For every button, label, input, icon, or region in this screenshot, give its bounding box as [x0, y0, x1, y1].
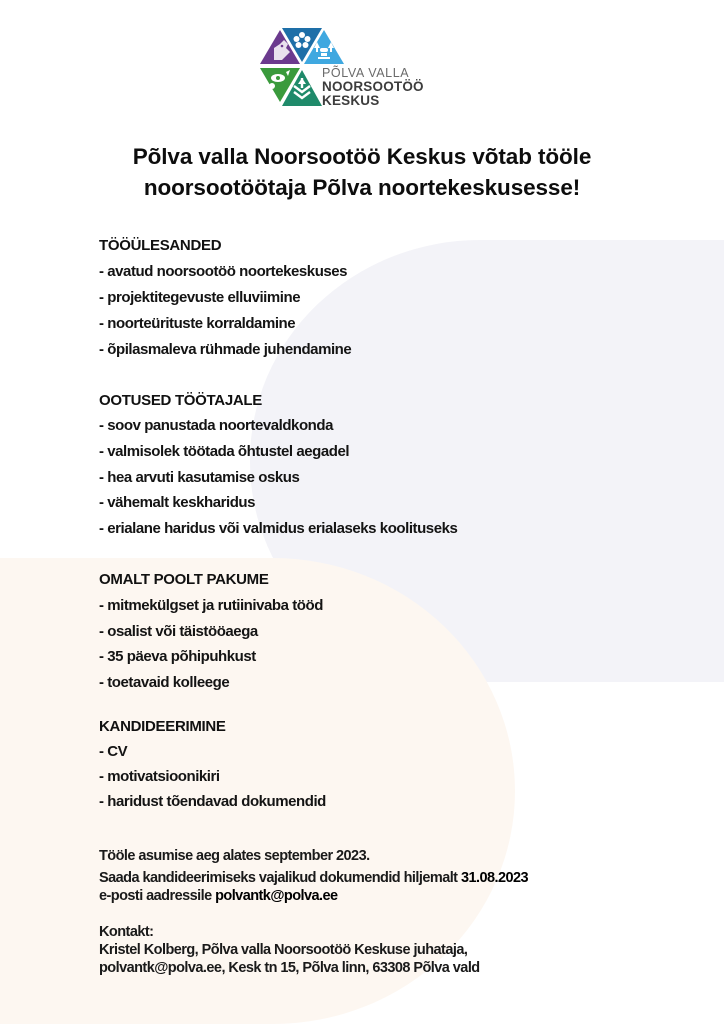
deadline-line — [99, 869, 528, 887]
deadline-text: Saada kandideerimiseks vajalikud dokumendid hiljemalt — [99, 870, 461, 886]
list-item: - osalist või täistööaega — [99, 623, 258, 640]
logo-wordmark — [322, 66, 424, 108]
list-item: - noorteürituste korraldamine — [99, 315, 296, 332]
contact-label: Kontakt: — [99, 924, 154, 940]
email-link[interactable]: polvantk@polva.ee — [215, 888, 338, 904]
list-item: - avatud noorsootöö noortekeskuses — [99, 263, 348, 280]
list-item: - erialane haridus või valmidus erialaseks koolituseks — [99, 520, 458, 537]
contact-line-2: polvantk@polva.ee, Kesk tn 15, Põlva linn, 63308 Põlva vald — [99, 960, 480, 976]
logo-line-3: KESKUS — [322, 93, 380, 108]
list-item: - toetavaid kolleege — [99, 674, 230, 691]
title-line-2: noorsootöötaja Põlva noortekeskusesse! — [143, 175, 581, 200]
list-item: - mitmekülgset ja rutiinivaba tööd — [99, 597, 323, 614]
list-item: - õpilasmaleva rühmade juhendamine — [99, 341, 352, 358]
section-heading-ootused: OOTUSED TÖÖTAJALE — [99, 392, 262, 409]
list-item: - 35 päeva põhipuhkust — [99, 648, 256, 665]
section-heading-pakume: OMALT POOLT PAKUME — [99, 571, 269, 588]
start-date-text: Tööle asumise aeg alates september 2023. — [99, 848, 370, 864]
section-heading-kandideerimine: KANDIDEERIMINE — [99, 718, 226, 735]
list-item: - motivatsioonikiri — [99, 768, 220, 785]
list-item: - CV — [99, 743, 128, 760]
list-item: - soov panustada noortevaldkonda — [99, 417, 333, 434]
deadline-date: 31.08.2023 — [460, 870, 529, 886]
title-line-1: Põlva valla Noorsootöö Keskus võtab tööle — [132, 144, 592, 169]
list-item: - hea arvuti kasutamise oskus — [99, 469, 300, 486]
email-line — [99, 887, 338, 905]
list-item: - haridust tõendavad dokumendid — [99, 793, 326, 810]
page-title — [0, 141, 724, 203]
contact-line-1: Kristel Kolberg, Põlva valla Noorsootöö Keskuse juhataja, — [99, 942, 468, 958]
section-heading-tooulesanded: TÖÖÜLESANDED — [99, 237, 222, 254]
email-prefix: e-posti aadressile — [99, 888, 216, 904]
list-item: - projektitegevuste elluviimine — [99, 289, 301, 306]
logo-line-1: PÕLVA VALLA — [322, 66, 410, 80]
list-item: - vähemalt keskharidus — [99, 494, 256, 511]
list-item: - valmisolek töötada õhtustel aegadel — [99, 443, 350, 460]
logo-line-2: NOORSOOTÖÖ — [322, 79, 424, 94]
